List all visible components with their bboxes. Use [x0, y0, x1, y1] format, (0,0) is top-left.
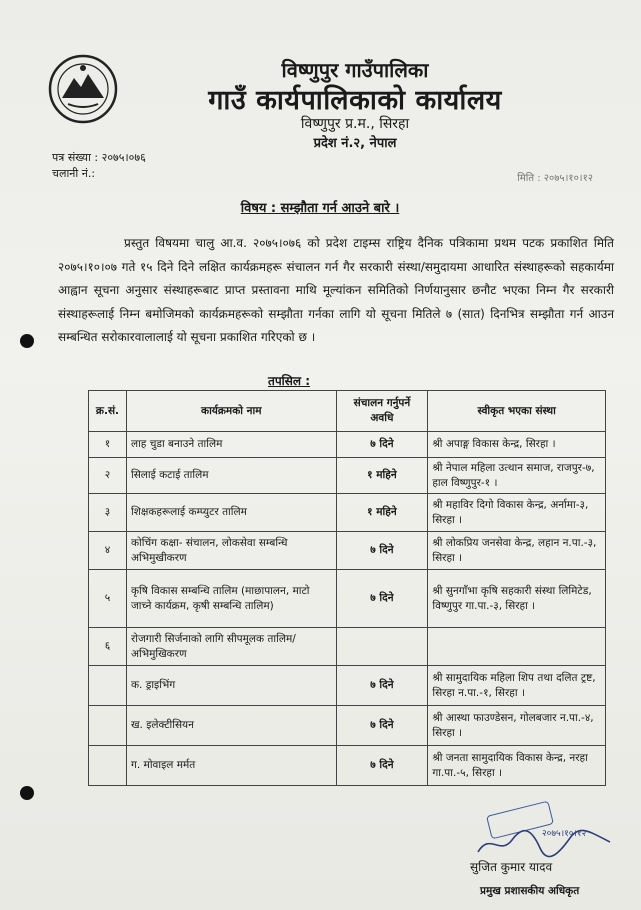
letter-date: मिति : २०७५।१०।१२: [517, 173, 593, 184]
organization-cell: श्री महाविर दिगो विकास केन्द्र, अर्नामा-३, सिरहा ।: [428, 494, 606, 532]
punch-hole: [20, 334, 34, 348]
program-cell: लाह चुडा बनाउने तालिम: [126, 432, 336, 458]
organization-cell: श्री अपाङ्ग विकास केन्द्र, सिरहा ।: [428, 432, 606, 458]
serial-cell: [89, 746, 127, 786]
duration-cell: ७ दिने: [336, 746, 428, 786]
table-header-row: [89, 391, 606, 432]
organization-cell: [428, 628, 606, 666]
program-cell: रोजगारी सिर्जनाको लागि सीपमूलक तालिम/अभिमुखिकरण: [126, 628, 336, 666]
col-organization: स्वीकृत भएका संस्था: [428, 391, 606, 432]
serial-cell: ६: [89, 628, 127, 666]
signatory-name: सुजित कुमार यादव: [470, 860, 553, 874]
notice-body: प्रस्तुत विषयमा चालु आ.व. २०७५।०७६ को प्रदेश टाइम्स राष्ट्रिय दैनिक पत्रिकामा प्रथम पटक प्रकाशित मिति २०७५।१०।०७ गते १५ दिने दिने लक्षित कार्यक्रमहरू संचालन गर्न गैर सरकारी संस्था/समुदायमा आधारित संस्थाहरूको सहकार्यमा आह्वान सूचना अनुसार संस्थाहरूबाट प्राप्त प्रस्तावना माथि मूल्यांकन समितिको निर्णयानुसार छनौट भएका निम्न गैर सरकारी संस्थाहरूलाई निम्न बमोजिमको कार्यक्रमहरूको सम्झौता गर्नका लागि यो सूचना मितिले ७ (सात) दिनभित्र सम्झौता गर्न आउन सम्बन्धित सरोकारवालालाई यो सूचना प्रकाशित गरिएको छ ।: [58, 236, 614, 344]
serial-cell: ५: [89, 570, 127, 628]
letter-number: पत्र संख्या : २०७५।०७६: [52, 151, 146, 164]
table-row: [89, 432, 606, 458]
program-cell: ग. मोवाइल मर्मत: [126, 746, 336, 786]
table-row: [89, 746, 606, 786]
col-duration: संचालन गर्नुपर्ने अवधि: [336, 391, 428, 432]
office-title: गाउँ कार्यपालिकाको कार्यालय: [208, 85, 502, 116]
program-cell: सिलाई कटाई तालिम: [126, 458, 336, 494]
office-address: विष्णुपुर प्र.म., सिरहा: [300, 116, 410, 132]
program-cell: कोचिंग कक्षा- संचालन, लोकसेवा सम्बन्धि अभिमुखीकरण: [126, 532, 336, 570]
organization-cell: श्री आस्था फाउण्डेसन, गोलबजार न.पा.-४, सिरहा ।: [428, 706, 606, 746]
duration-cell: १ महिने: [336, 458, 428, 494]
subject-line: विषय : सम्झौता गर्न आउने बारे ।: [240, 201, 400, 216]
program-cell: शिक्षकहरूलाई कम्प्युटर तालिम: [126, 494, 336, 532]
table-row: [89, 706, 606, 746]
serial-cell: [89, 706, 127, 746]
office-province: प्रदेश नं.२, नेपाल: [313, 136, 397, 151]
program-cell: क. ड्राइभिंग: [126, 666, 336, 706]
duration-cell: ७ दिने: [336, 666, 428, 706]
serial-cell: [89, 666, 127, 706]
serial-cell: २: [89, 458, 127, 494]
organization-cell: श्री लोकप्रिय जनसेवा केन्द्र, लहान न.पा.-३, सिरहा ।: [428, 532, 606, 570]
programs-table: [88, 390, 606, 786]
punch-hole: [20, 786, 34, 800]
program-cell: ख. इलेक्टीसियन: [126, 706, 336, 746]
details-heading: तपसिल :: [268, 374, 310, 388]
duration-cell: [336, 628, 428, 666]
emblem-icon: [48, 54, 118, 124]
signature: [470, 822, 620, 862]
office-name: विष्णुपुर गाउँपालिका: [281, 58, 429, 82]
organization-cell: श्री नेपाल महिला उत्थान समाज, राजपुर-७, हाल विष्णुपुर-१ ।: [428, 458, 606, 494]
organization-cell: श्री सामुदायिक महिला शिप तथा दलित ट्रष्ट, सिरहा न.पा.-१, सिरहा ।: [428, 666, 606, 706]
duration-cell: ७ दिने: [336, 706, 428, 746]
table-row: [89, 666, 606, 706]
duration-cell: ७ दिने: [336, 532, 428, 570]
duration-cell: १ महिने: [336, 494, 428, 532]
table-row: [89, 532, 606, 570]
signature-date: २०७५।१०।१२: [542, 829, 587, 839]
serial-cell: ४: [89, 532, 127, 570]
table-row: [89, 570, 606, 628]
duration-cell: ७ दिने: [336, 432, 428, 458]
program-cell: कृषि विकास सम्बन्धि तालिम (माछापालन, माटो जाच्ने कार्यक्रम, कृषी सम्बन्धि तालिम): [126, 570, 336, 628]
signatory-title: प्रमुख प्रशासकीय अधिकृत: [480, 885, 580, 897]
col-serial: क्र.सं.: [89, 391, 127, 432]
organization-cell: श्री जनता सामुदायिक विकास केन्द्र, नरहा गा.पा.-५, सिरहा ।: [428, 746, 606, 786]
table-row: [89, 458, 606, 494]
table-row: [89, 494, 606, 532]
col-program-name: कार्यक्रमको नाम: [126, 391, 336, 432]
table-row: [89, 628, 606, 666]
dispatch-number: चलानी नं.:: [52, 167, 96, 180]
organization-cell: श्री सुनगाँभा कृषि सहकारी संस्था लिमिटेड, विष्णुपुर गा.पा.-३, सिरहा ।: [428, 570, 606, 628]
serial-cell: १: [89, 432, 127, 458]
serial-cell: ३: [89, 494, 127, 532]
duration-cell: ७ दिने: [336, 570, 428, 628]
